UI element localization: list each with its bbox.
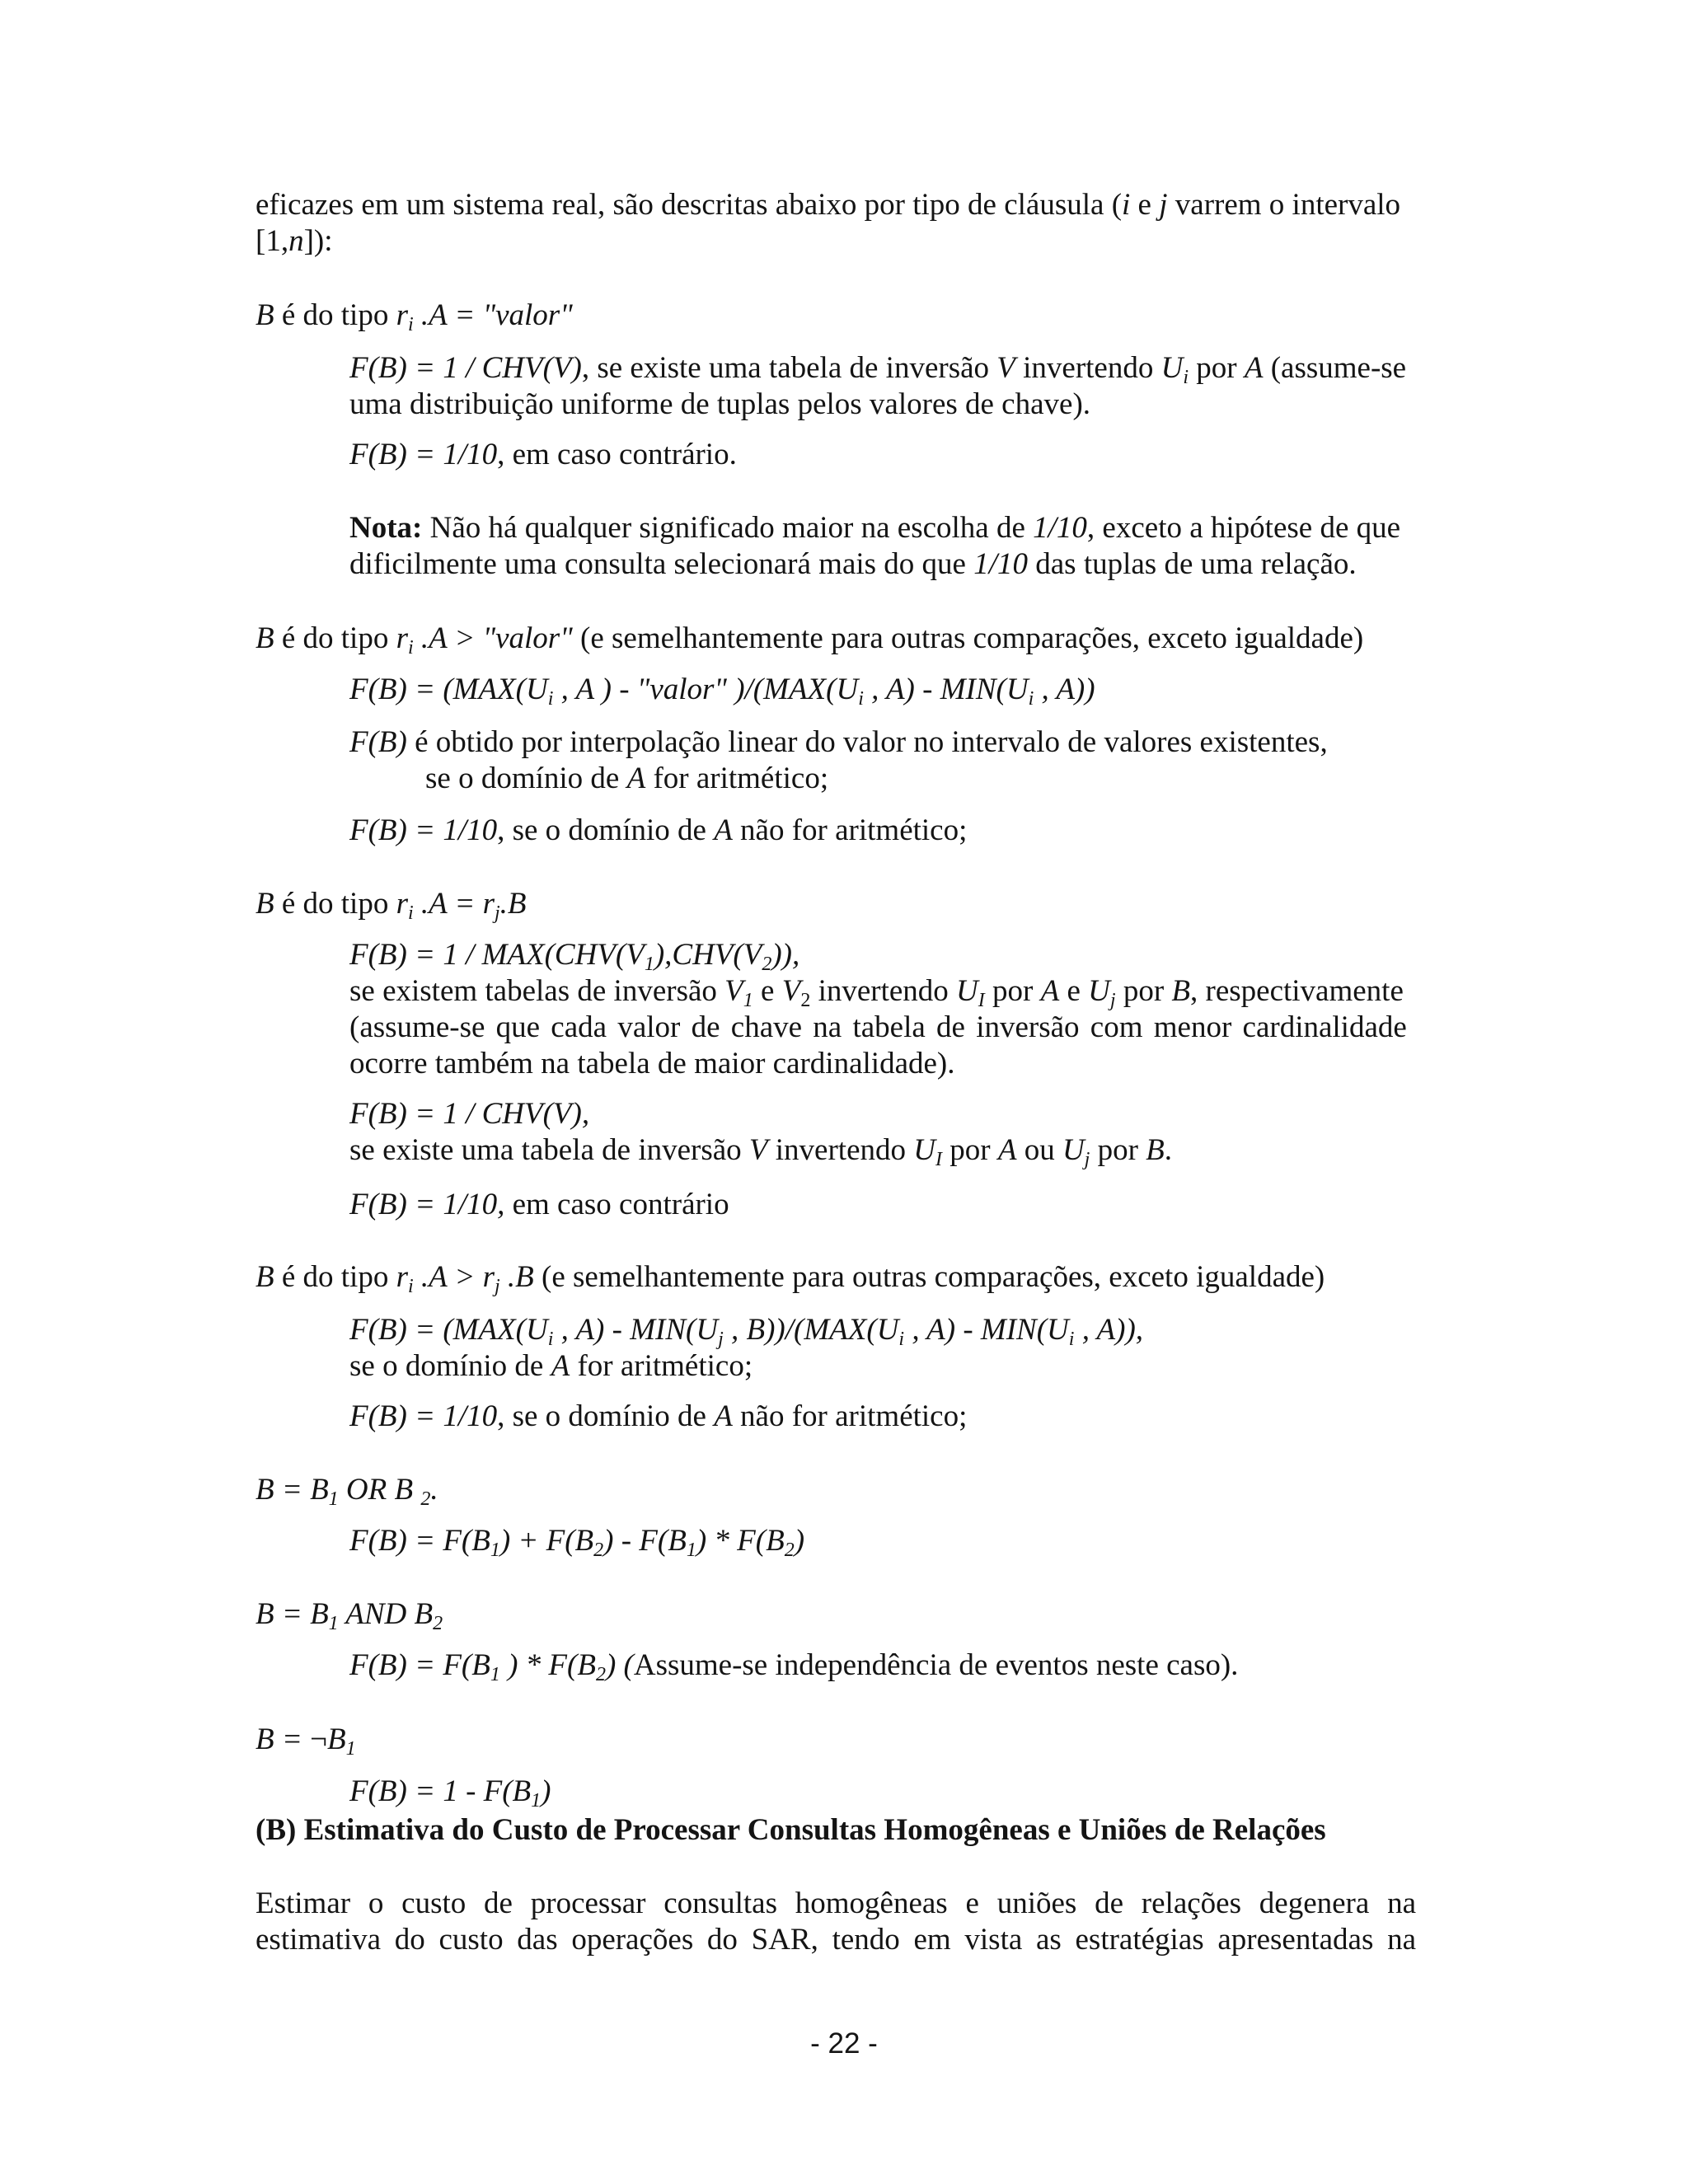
text: U (913, 1133, 935, 1167)
text: i (1068, 1329, 1075, 1350)
formula: ) * F(B (499, 1648, 596, 1682)
text: j (718, 1329, 724, 1350)
clause-or (256, 1472, 1416, 1508)
text: ]): (303, 224, 333, 258)
text: V (724, 974, 743, 1008)
formula: , A)), (1074, 1313, 1144, 1347)
formula: F(B) (349, 725, 407, 759)
text: , respectivamente (1190, 974, 1404, 1008)
formula: F(B) = (MAX(U (349, 1313, 548, 1347)
not-symbol: ¬ (310, 1722, 327, 1756)
text: .A > "valor" (413, 621, 573, 655)
text: , em caso contrário. (497, 438, 737, 471)
formula: , B))/(MAX(U (723, 1313, 899, 1347)
text: U (1062, 1133, 1085, 1167)
clause-type-join-equal (256, 886, 1416, 922)
text: não for aritmético; (732, 1399, 968, 1433)
text: r (482, 887, 495, 921)
note-label: Nota: (349, 511, 423, 545)
text: por (1189, 351, 1245, 385)
formula: B = (256, 1722, 311, 1756)
text: e (1130, 188, 1160, 222)
text-line: estimativa do custo das operações do SAR, tendo em vista as estratégias apresentadas na (256, 1923, 1416, 1957)
text: i (1122, 188, 1131, 222)
formula: F(B) = 1/10, (349, 1188, 505, 1221)
formula-or (349, 1523, 1416, 1559)
text: . (1164, 1133, 1173, 1167)
text: é do tipo (274, 1260, 396, 1294)
text: 2 (800, 990, 811, 1011)
text: U (1160, 351, 1184, 385)
formula: F(B) = 1 / CHV(V), (349, 1097, 590, 1131)
formula-interpolation (349, 672, 1416, 708)
text: 1 (328, 1488, 339, 1510)
formula: F(B) = 1 - F(B (349, 1774, 532, 1808)
formula: ) * F(B (696, 1524, 785, 1558)
text: 2 (593, 1540, 604, 1561)
text: uma distribuição uniforme de tuplas pelos valores de chave). (349, 387, 1091, 421)
text: , exceto a hipótese de que (1086, 511, 1401, 545)
text: por (984, 974, 1041, 1008)
formula: F(B) = F(B (349, 1648, 490, 1682)
formula-default (349, 437, 1416, 473)
text: i (547, 688, 554, 710)
text: por (942, 1133, 998, 1167)
text: A (551, 1349, 570, 1383)
text: 1 (743, 990, 753, 1011)
text: i (898, 1329, 905, 1350)
text: A (626, 762, 646, 795)
text: (assume-se que cada valor de chave na tabela de inversão com menor cardinalidade (349, 1010, 1407, 1044)
clause-and (256, 1596, 1416, 1633)
text: j (494, 902, 500, 924)
text: r (482, 1260, 495, 1294)
text: r (396, 621, 408, 655)
text: Não há qualquer significado maior na escolha de (422, 511, 1034, 545)
formula-chv (349, 1096, 1416, 1169)
text: i (1028, 688, 1034, 710)
text: V (996, 351, 1015, 385)
clause-not (256, 1722, 1416, 1758)
text: r (396, 1260, 408, 1294)
formula: . (430, 1473, 438, 1507)
formula: F(B) = (MAX(U (349, 673, 548, 706)
formula-default (349, 1187, 1416, 1223)
formula: B = B (256, 1597, 329, 1631)
text: i (1183, 367, 1189, 388)
text: das tuplas de uma relação. (1028, 547, 1357, 581)
text: A (1244, 351, 1264, 385)
text: A (1040, 974, 1060, 1008)
formula: , A) - MIN(U (553, 1313, 719, 1347)
text: I (978, 990, 985, 1011)
text: U (1088, 974, 1110, 1008)
formula: ) ( (605, 1648, 634, 1682)
formula: F(B) = 1/10 (349, 813, 498, 847)
formula-chv (349, 350, 1416, 423)
intro-paragraph (256, 187, 1416, 260)
text: 1/10 (1033, 511, 1087, 545)
text: A (714, 813, 733, 847)
formula: AND B (338, 1597, 434, 1631)
formula: ) - F(B (603, 1524, 687, 1558)
text: 1 (328, 1613, 339, 1634)
text: r (396, 887, 408, 921)
formula-and (349, 1647, 1416, 1684)
text: i (408, 902, 414, 924)
section-heading: (B) Estimativa do Custo de Processar Consultas Homogêneas e Uniões de Relações (256, 1813, 1326, 1847)
text: 2 (433, 1613, 443, 1634)
formula: B (326, 1722, 346, 1756)
text: , se o domínio de (497, 1399, 715, 1433)
text: B (1171, 974, 1190, 1008)
text: invertendo (810, 974, 957, 1008)
text: .B (499, 1260, 534, 1294)
formula: F(B) = 1 / CHV(V) (349, 351, 582, 385)
text-line: Estimar o custo de processar consultas homogêneas e uniões de relações degenera na (256, 1886, 1416, 1920)
text: A (997, 1133, 1017, 1167)
formula: ) + F(B (499, 1524, 594, 1558)
text: 1 (644, 954, 654, 975)
formula: OR B (338, 1473, 421, 1507)
formula: ),CHV(V (654, 938, 762, 972)
text: j (1159, 188, 1168, 222)
text: se o domínio de (425, 762, 627, 795)
text: se existe uma tabela de inversão (349, 1133, 749, 1167)
text: invertendo (767, 1133, 914, 1167)
text: é do tipo (274, 887, 396, 921)
text: 1 (345, 1738, 356, 1760)
text: é do tipo (274, 621, 396, 655)
text: i (408, 637, 414, 658)
text: dificilmente uma consulta selecionará mais do que (349, 547, 974, 581)
text: 1 (686, 1540, 696, 1561)
text: 2 (595, 1664, 606, 1685)
formula-explanation (349, 724, 1416, 797)
text: 2 (784, 1540, 795, 1561)
formula: ) (794, 1524, 805, 1558)
text: I (935, 1149, 942, 1170)
body-paragraph (256, 1886, 1416, 1958)
clause-type-join-compare (256, 1259, 1416, 1296)
text: é do tipo (274, 298, 396, 332)
formula-not (349, 1774, 1416, 1810)
text: j (1084, 1149, 1090, 1170)
text: .A = "valor" (413, 298, 573, 332)
text: .B (499, 887, 527, 921)
text: B (256, 298, 274, 332)
text: 1 (490, 1664, 500, 1685)
formula: )), (771, 938, 800, 972)
text: A (714, 1399, 733, 1433)
text: i (858, 688, 864, 710)
formula: ) (541, 1774, 551, 1808)
clause-type-compare-value (256, 621, 1416, 657)
text: eficazes em um sistema real, são descritas abaixo por tipo de cláusula ( (256, 188, 1123, 222)
page-number: - 22 - (810, 2027, 878, 2060)
formula: F(B) = 1/10 (349, 1399, 498, 1433)
text: Assume-se independência de eventos neste caso). (633, 1648, 1239, 1682)
text: j (1109, 990, 1116, 1011)
text: e (1059, 974, 1089, 1008)
text: ou (1016, 1133, 1062, 1167)
formula-default (349, 1399, 1416, 1435)
text: .A > (413, 1260, 483, 1294)
text: varrem o intervalo (1167, 188, 1401, 222)
text: em caso contrário (504, 1188, 729, 1221)
text: .A = (413, 887, 483, 921)
text: e (753, 974, 782, 1008)
text: B (256, 887, 274, 921)
formula: , A) - MIN(U (904, 1313, 1069, 1347)
formula-default (349, 813, 1416, 849)
text: se o domínio de (349, 1349, 551, 1383)
formula: B = B (256, 1473, 329, 1507)
text: é obtido por interpolação linear do valor no intervalo de valores existentes, (406, 725, 1328, 759)
text: por (1090, 1133, 1146, 1167)
note (349, 510, 1416, 583)
text: , se existe uma tabela de inversão (581, 351, 997, 385)
text: invertendo (1015, 351, 1161, 385)
text: (e semelhantemente para outras comparações, exceto igualdade) (533, 1260, 1325, 1294)
text: for aritmético; (570, 1349, 753, 1383)
formula: , A ) - "valor" )/(MAX(U (553, 673, 859, 706)
text: U (956, 974, 978, 1008)
text: n (288, 224, 304, 258)
text: 1/10 (973, 547, 1028, 581)
text: não for aritmético; (732, 813, 968, 847)
text: por (1115, 974, 1172, 1008)
text: V (781, 974, 801, 1008)
text: 2 (420, 1488, 431, 1510)
formula: , A) - MIN(U (863, 673, 1029, 706)
text: (assume-se (1263, 351, 1407, 385)
text: , se o domínio de (497, 813, 715, 847)
text: ocorre também na tabela de maior cardinalidade). (349, 1047, 955, 1080)
text: 2 (762, 954, 772, 975)
formula: F(B) = 1/10 (349, 438, 498, 471)
text: B (256, 1260, 274, 1294)
formula-max-chv (349, 937, 1416, 1082)
text: B (256, 621, 274, 655)
text: (e semelhantemente para outras comparações, exceto igualdade) (572, 621, 1364, 655)
formula-join-interpolation (349, 1312, 1416, 1385)
text: r (396, 298, 408, 332)
formula: F(B) = F(B (349, 1524, 490, 1558)
text: i (408, 1276, 414, 1297)
clause-type-equal-value (256, 298, 1416, 334)
text: j (494, 1276, 500, 1297)
formula: , A)) (1034, 673, 1095, 706)
text: for aritmético; (645, 762, 829, 795)
formula: F(B) = 1 / MAX(CHV(V (349, 938, 645, 972)
text: 1 (490, 1540, 500, 1561)
text: i (547, 1329, 554, 1350)
text: i (408, 314, 414, 335)
text: V (748, 1133, 768, 1167)
text: [1, (256, 224, 289, 258)
text: se existem tabelas de inversão (349, 974, 725, 1008)
text: B (1146, 1133, 1165, 1167)
text: 1 (531, 1790, 542, 1811)
